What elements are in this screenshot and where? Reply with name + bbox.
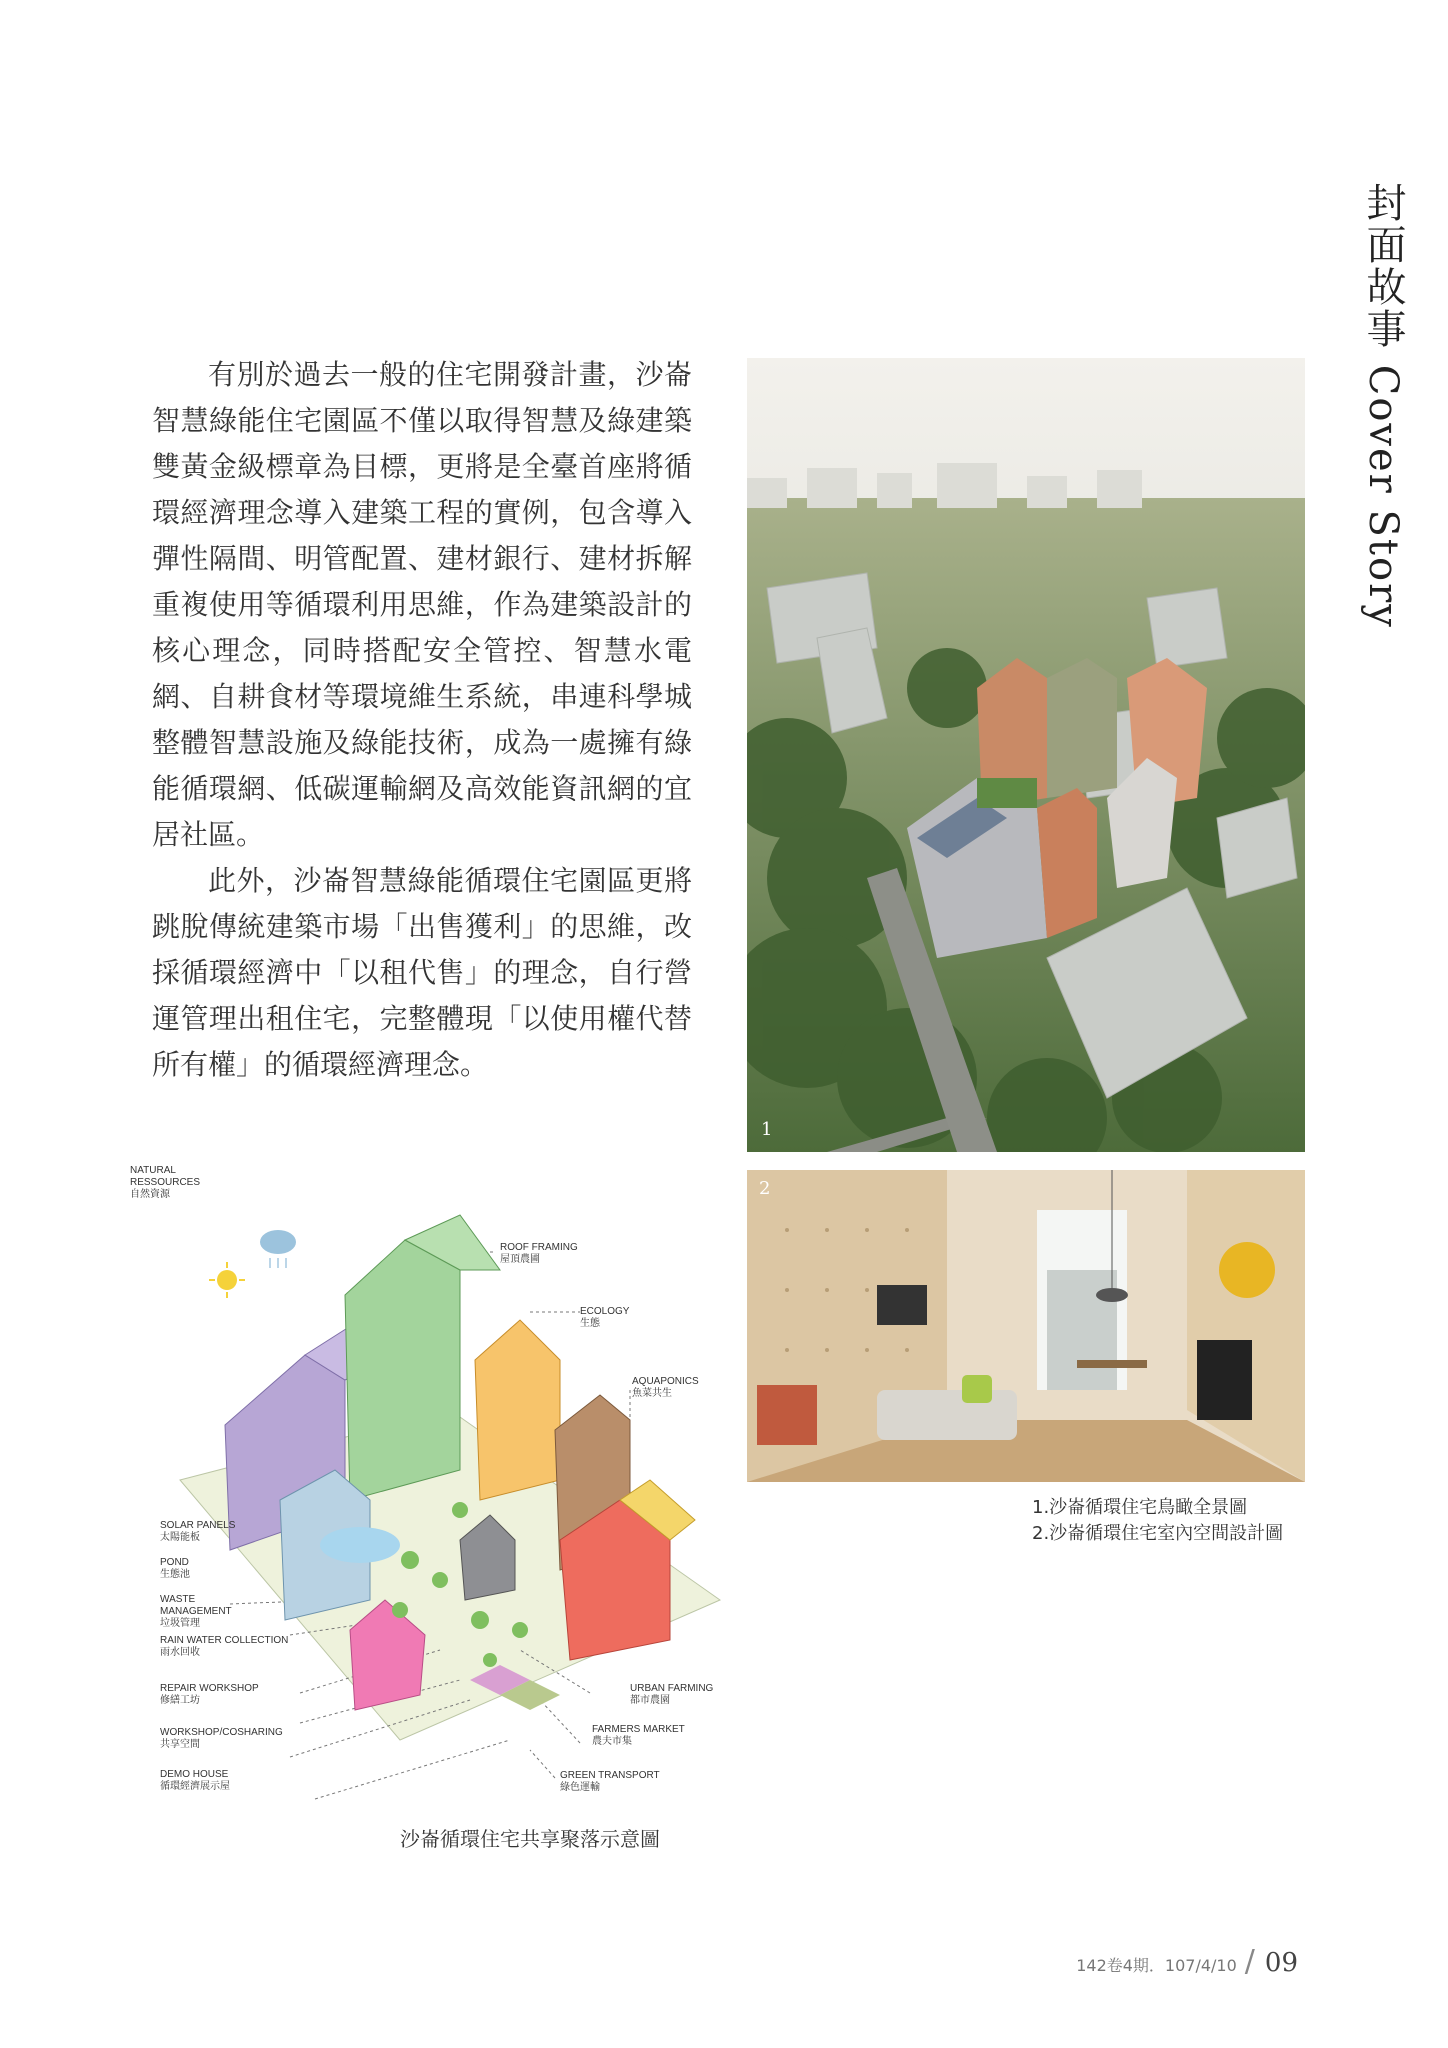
paragraph-2: 此外，沙崙智慧綠能循環住宅園區更將跳脫傳統建築市場「出售獲利」的思維，改採循環經濟中「以租代售」的理念，自行營運管理出租住宅，完整體現「以使用權代替所有權」的循環經濟理念。 bbox=[152, 864, 692, 1081]
paragraph-1: 有別於過去一般的住宅開發計畫，沙崙智慧綠能住宅園區不僅以取得智慧及綠建築雙黃金級標章為目標，更將是全臺首座將循環經濟理念導入建築工程的實例，包含導入彈性隔間、明管配置、建材銀行、建材拆解重複使用等循環利用思維，作為建築設計的核心理念，同時搭配安全管控、智慧水電網、自耕食材等環境維生系統，串連科學城整體智慧設施及綠能技術，成為一處擁有綠能循環網、低碳運輸網及高效能資訊網的宜居社區。 bbox=[152, 358, 692, 851]
photo-1-number: 1 bbox=[761, 1119, 773, 1140]
section-title: 封面故事 Cover Story bbox=[1360, 182, 1406, 629]
footer-divider: / bbox=[1244, 1944, 1255, 1979]
label-roof-framing: ROOF FRAMING 屋頂農圃 bbox=[500, 1242, 578, 1265]
label-pond: POND 生態池 bbox=[160, 1557, 190, 1580]
caption-1: 1.沙崙循環住宅鳥瞰全景圖 bbox=[1032, 1497, 1248, 1518]
label-rain-water: RAIN WATER COLLECTION 雨水回收 bbox=[160, 1635, 289, 1658]
label-demo-house: DEMO HOUSE 循環經濟展示屋 bbox=[160, 1769, 230, 1792]
issue-info: 142卷4期．107/4/10 bbox=[1076, 1956, 1237, 1975]
article-body bbox=[152, 352, 692, 1088]
label-workshop-cosharing: WORKSHOP/COSHARING 共享空間 bbox=[160, 1727, 283, 1750]
label-repair-workshop: REPAIR WORKSHOP 修繕工坊 bbox=[160, 1683, 259, 1706]
label-farmers-market: FARMERS MARKET 農夫市集 bbox=[592, 1724, 685, 1747]
label-aquaponics: AQUAPONICS 魚菜共生 bbox=[632, 1376, 699, 1399]
label-natural-resources: NATURAL RESSOURCES 自然資源 bbox=[130, 1165, 201, 1200]
interior-photo bbox=[747, 1170, 1305, 1482]
page-footer bbox=[1076, 1944, 1298, 1979]
label-green-transport: GREEN TRANSPORT 綠色運輸 bbox=[560, 1770, 660, 1793]
circular-housing-diagram bbox=[130, 1165, 740, 1800]
photo-captions bbox=[1032, 1495, 1283, 1547]
label-solar-panels: SOLAR PANELS 太陽能板 bbox=[160, 1520, 236, 1543]
photo-2-number: 2 bbox=[759, 1178, 771, 1199]
caption-2: 2.沙崙循環住宅室內空間設計圖 bbox=[1032, 1523, 1284, 1544]
page-number: 09 bbox=[1264, 1948, 1298, 1978]
label-urban-farming: URBAN FARMING 都市農園 bbox=[630, 1683, 714, 1706]
aerial-view-photo bbox=[747, 358, 1305, 1152]
label-ecology: ECOLOGY 生態 bbox=[580, 1306, 630, 1329]
label-waste-management: WASTE MANAGEMENT 垃圾管理 bbox=[160, 1594, 232, 1629]
diagram-caption: 沙崙循環住宅共享聚落示意圖 bbox=[400, 1827, 660, 1851]
